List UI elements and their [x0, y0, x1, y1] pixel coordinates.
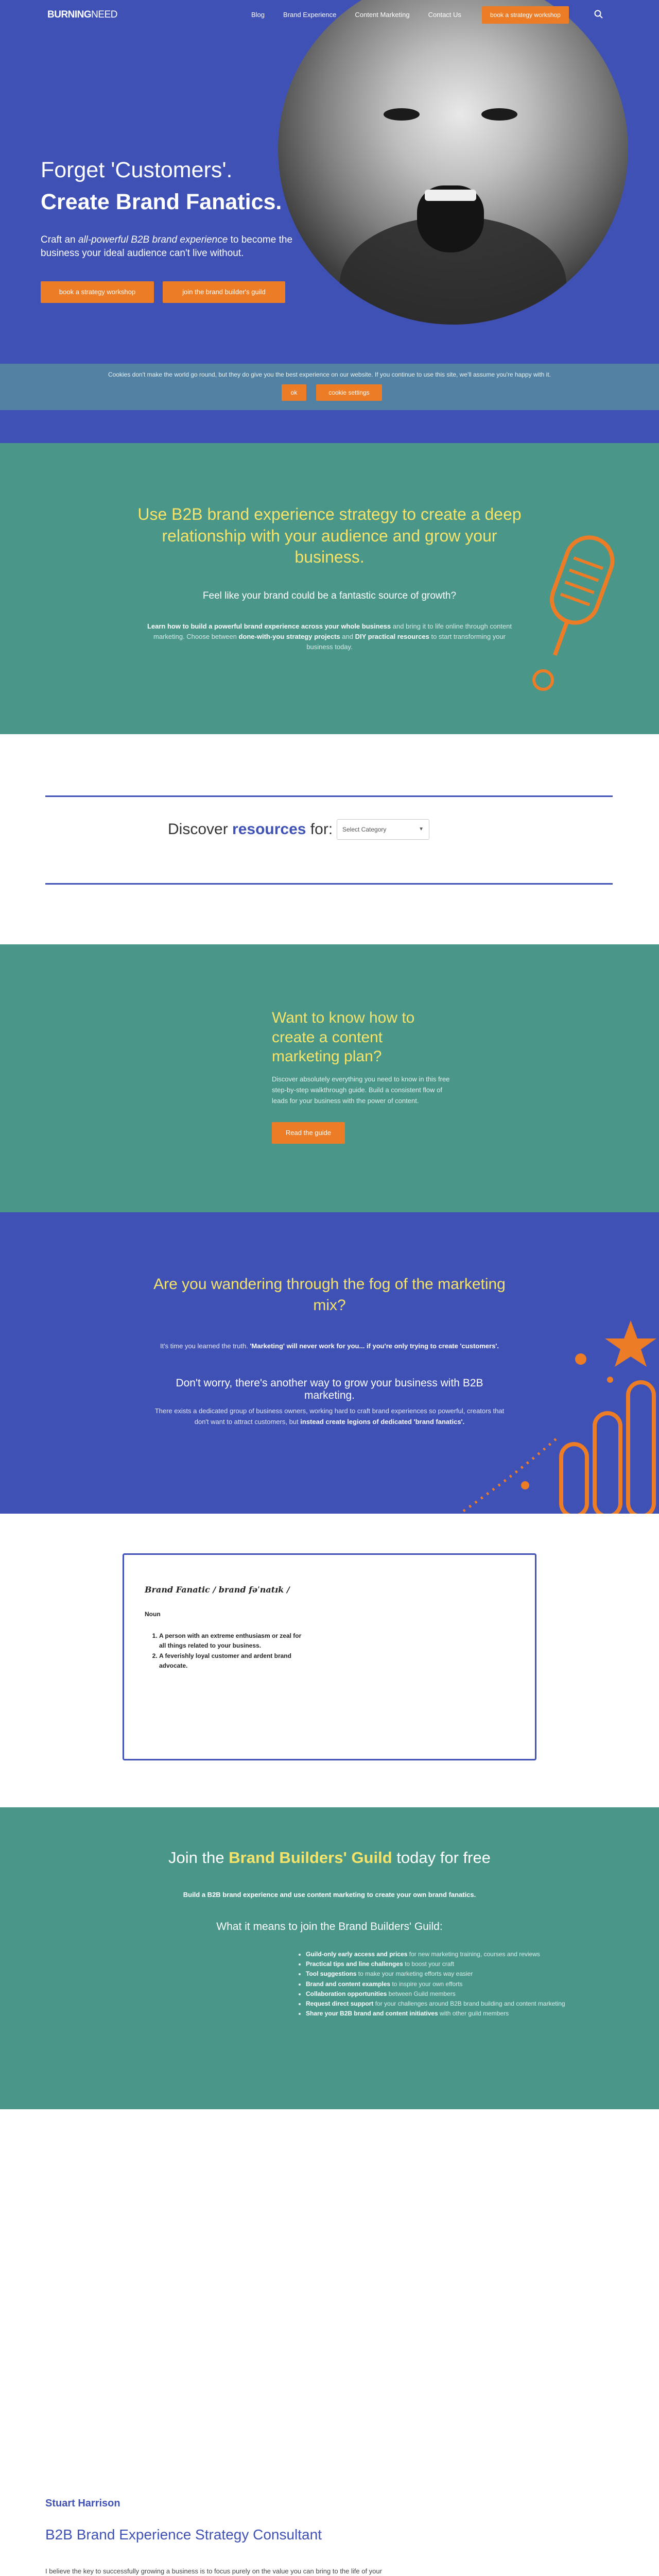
- definition-term: Brand Fanatic / brand fəˈnatɪk /: [145, 1585, 290, 1595]
- definition-item: 2. A feverishly loyal customer and ardent brand advocate.: [159, 1651, 309, 1670]
- list-item: • Collaboration opportunities between Guild members: [306, 1989, 608, 1999]
- guild-subtitle: Build a B2B brand experience and use content marketing to create your own brand fanatics.: [183, 1891, 476, 1899]
- content-plan-section: [0, 944, 659, 1212]
- guild-section: [0, 1807, 659, 2109]
- category-select[interactable]: Select Category ▼: [337, 819, 429, 840]
- cookie-text: Cookies don't make the world go round, but they do give you the best experience on our website. If you continue to use this site, we'll assume you're happy with it.: [108, 371, 551, 378]
- list-item: • Tool suggestions to make your marketing efforts way easier: [306, 1969, 608, 1979]
- fog-paragraph-2: There exists a dedicated group of business owners, working hard to craft brand experiences so powerful, creators that don't want to attract customers, but instead create legions of dedicated 'brand fanatics'.: [154, 1407, 505, 1426]
- nav-link-brand-experience[interactable]: Brand Experience: [283, 11, 337, 19]
- about-section: [0, 2109, 659, 2576]
- hero-strategy-workshop-button[interactable]: book a strategy workshop: [41, 281, 154, 303]
- list-item: • Share your B2B brand and content initiatives with other guild members: [306, 2009, 608, 2019]
- resources-section: [0, 734, 659, 944]
- about-paragraph-1: I believe the key to successfully growing a business is to focus purely on the value you can bring to the life of your: [45, 2567, 382, 2575]
- nav-link-blog[interactable]: Blog: [251, 11, 265, 19]
- strategy-question: Feel like your brand could be a fantastic source of growth?: [202, 590, 457, 601]
- divider-bottom: [45, 883, 613, 885]
- resources-label: Discover resources for:: [168, 821, 333, 838]
- fog-heading: Are you wandering through the fog of the marketing mix?: [153, 1276, 506, 1314]
- strategy-heading: Use B2B brand experience strategy to create a deep relationship with your audience and grow your business.: [137, 505, 522, 567]
- microphone-illustration: [515, 526, 628, 701]
- cookie-ok-button[interactable]: ok: [282, 384, 306, 401]
- search-icon[interactable]: [594, 9, 604, 20]
- author-title: B2B Brand Experience Strategy Consultant: [45, 2527, 322, 2543]
- list-item: • Brand and content examples to inspire your own efforts: [306, 1979, 608, 1989]
- hero-heading-line2: Create Brand Fanatics.: [41, 190, 282, 214]
- hero-section: [0, 0, 659, 443]
- strategy-section: [0, 443, 659, 734]
- hero-portrait-image: [278, 0, 628, 325]
- hero-guild-button[interactable]: join the brand builder's guild: [163, 281, 285, 303]
- fog-subheading: Don't worry, there's another way to grow your business with B2B marketing.: [176, 1377, 483, 1401]
- nav-strategy-workshop-button[interactable]: book a strategy workshop: [482, 6, 569, 24]
- content-plan-body: Discover absolutely everything you need to know in this free step-by-step walkthrough guide. Build a consistent flow of leads for your business with the power of content.: [272, 1075, 450, 1105]
- guild-benefits-list: [299, 1950, 608, 2019]
- hero-subtitle: Craft an all-powerful B2B brand experience to become the business your ideal audience can't live without.: [41, 234, 293, 259]
- definition-part-of-speech: Noun: [145, 1611, 161, 1618]
- guild-subheading: What it means to join the Brand Builders' Guild:: [216, 1921, 443, 1933]
- strategy-paragraph: Learn how to build a powerful brand experience across your whole business and bring it to life online through content marketing. Choose between done-with-you strategy projects and DIY practical resources to start transforming your business today.: [147, 622, 512, 651]
- definition-card: [123, 1553, 536, 1760]
- list-item: • Practical tips and line challenges to boost your craft: [306, 1959, 608, 1969]
- growth-stairs-illustration: [453, 1290, 659, 1514]
- nav-link-contact-us[interactable]: Contact Us: [428, 11, 461, 19]
- guild-heading: Join the Brand Builders' Guild today for free: [168, 1849, 491, 1867]
- content-plan-heading: Want to know how to create a content marketing plan?: [272, 1009, 415, 1065]
- definition-list: [155, 1631, 309, 1671]
- nav-link-content-marketing[interactable]: Content Marketing: [355, 11, 410, 19]
- list-item: • Request direct support for your challenges around B2B brand building and content marketing: [306, 1999, 608, 2009]
- hero-heading-line1: Forget 'Customers'.: [41, 158, 233, 182]
- author-name: Stuart Harrison: [45, 2498, 120, 2509]
- cookie-banner: [0, 364, 659, 410]
- list-item: • Guild-only early access and prices for new marketing training, courses and reviews: [306, 1950, 608, 1959]
- fog-paragraph-1: It's time you learned the truth. 'Marketing' will never work for you... if you're only trying to create 'customers'.: [160, 1342, 499, 1350]
- cookie-settings-button[interactable]: cookie settings: [316, 384, 382, 401]
- chevron-down-icon: ▼: [419, 826, 424, 832]
- divider-top: [45, 795, 613, 797]
- fog-section: [0, 1212, 659, 1514]
- read-guide-button[interactable]: Read the guide: [272, 1122, 345, 1144]
- top-navigation: [0, 0, 659, 29]
- definition-item: 1. A person with an extreme enthusiasm or zeal for all things related to your business.: [159, 1631, 309, 1650]
- site-logo[interactable]: BURNINGNEED: [47, 9, 117, 20]
- definition-section: [0, 1514, 659, 1807]
